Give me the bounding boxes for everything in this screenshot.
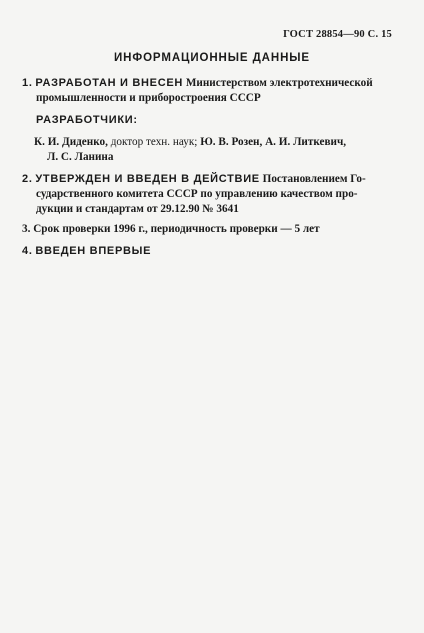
item-2 <box>22 172 396 217</box>
item-2-text-line2: сударственного комитета СССР по управлению качеством про- <box>36 188 358 200</box>
item-4-number: 4. <box>22 245 33 257</box>
developer-names-rest: Ю. В. Розен, А. И. Литкевич, <box>200 136 347 148</box>
item-2-text-line1: Постановлением Го- <box>262 173 366 185</box>
item-1-text-line2: промышленности и приборостроения СССР <box>36 92 261 104</box>
developers-list <box>34 135 396 165</box>
item-1-number: 1. <box>22 77 33 89</box>
developers-label: РАЗРАБОТЧИКИ: <box>36 114 138 126</box>
item-4 <box>22 244 396 259</box>
item-2-text-line3: дукции и стандартам от 29.12.90 № 3641 <box>36 203 239 215</box>
page-header: ГОСТ 28854—90 С. 15 <box>283 29 392 40</box>
item-2-number: 2. <box>22 173 33 185</box>
item-2-lead: УТВЕРЖДЕН И ВВЕДЕН В ДЕЙСТВИЕ <box>35 173 260 185</box>
section-title: ИНФОРМАЦИОННЫЕ ДАННЫЕ <box>113 52 310 64</box>
item-1-lead: РАЗРАБОТАН И ВНЕСЕН <box>35 77 184 89</box>
developer-name-last: Л. С. Ланина <box>47 151 114 163</box>
item-1-text-line1: Министерством электротехнической <box>185 77 373 89</box>
developer-degree: доктор техн. наук; <box>110 136 198 148</box>
item-3 <box>22 222 396 237</box>
developers-label-block <box>22 113 396 128</box>
item-4-lead: ВВЕДЕН ВПЕРВЫЕ <box>35 245 152 257</box>
item-3-number: 3. <box>22 223 31 235</box>
item-1 <box>22 76 396 106</box>
developer-name-1: К. И. Диденко, <box>34 136 108 148</box>
item-3-text: Срок проверки 1996 г., периодичность проверки — 5 лет <box>33 223 320 235</box>
